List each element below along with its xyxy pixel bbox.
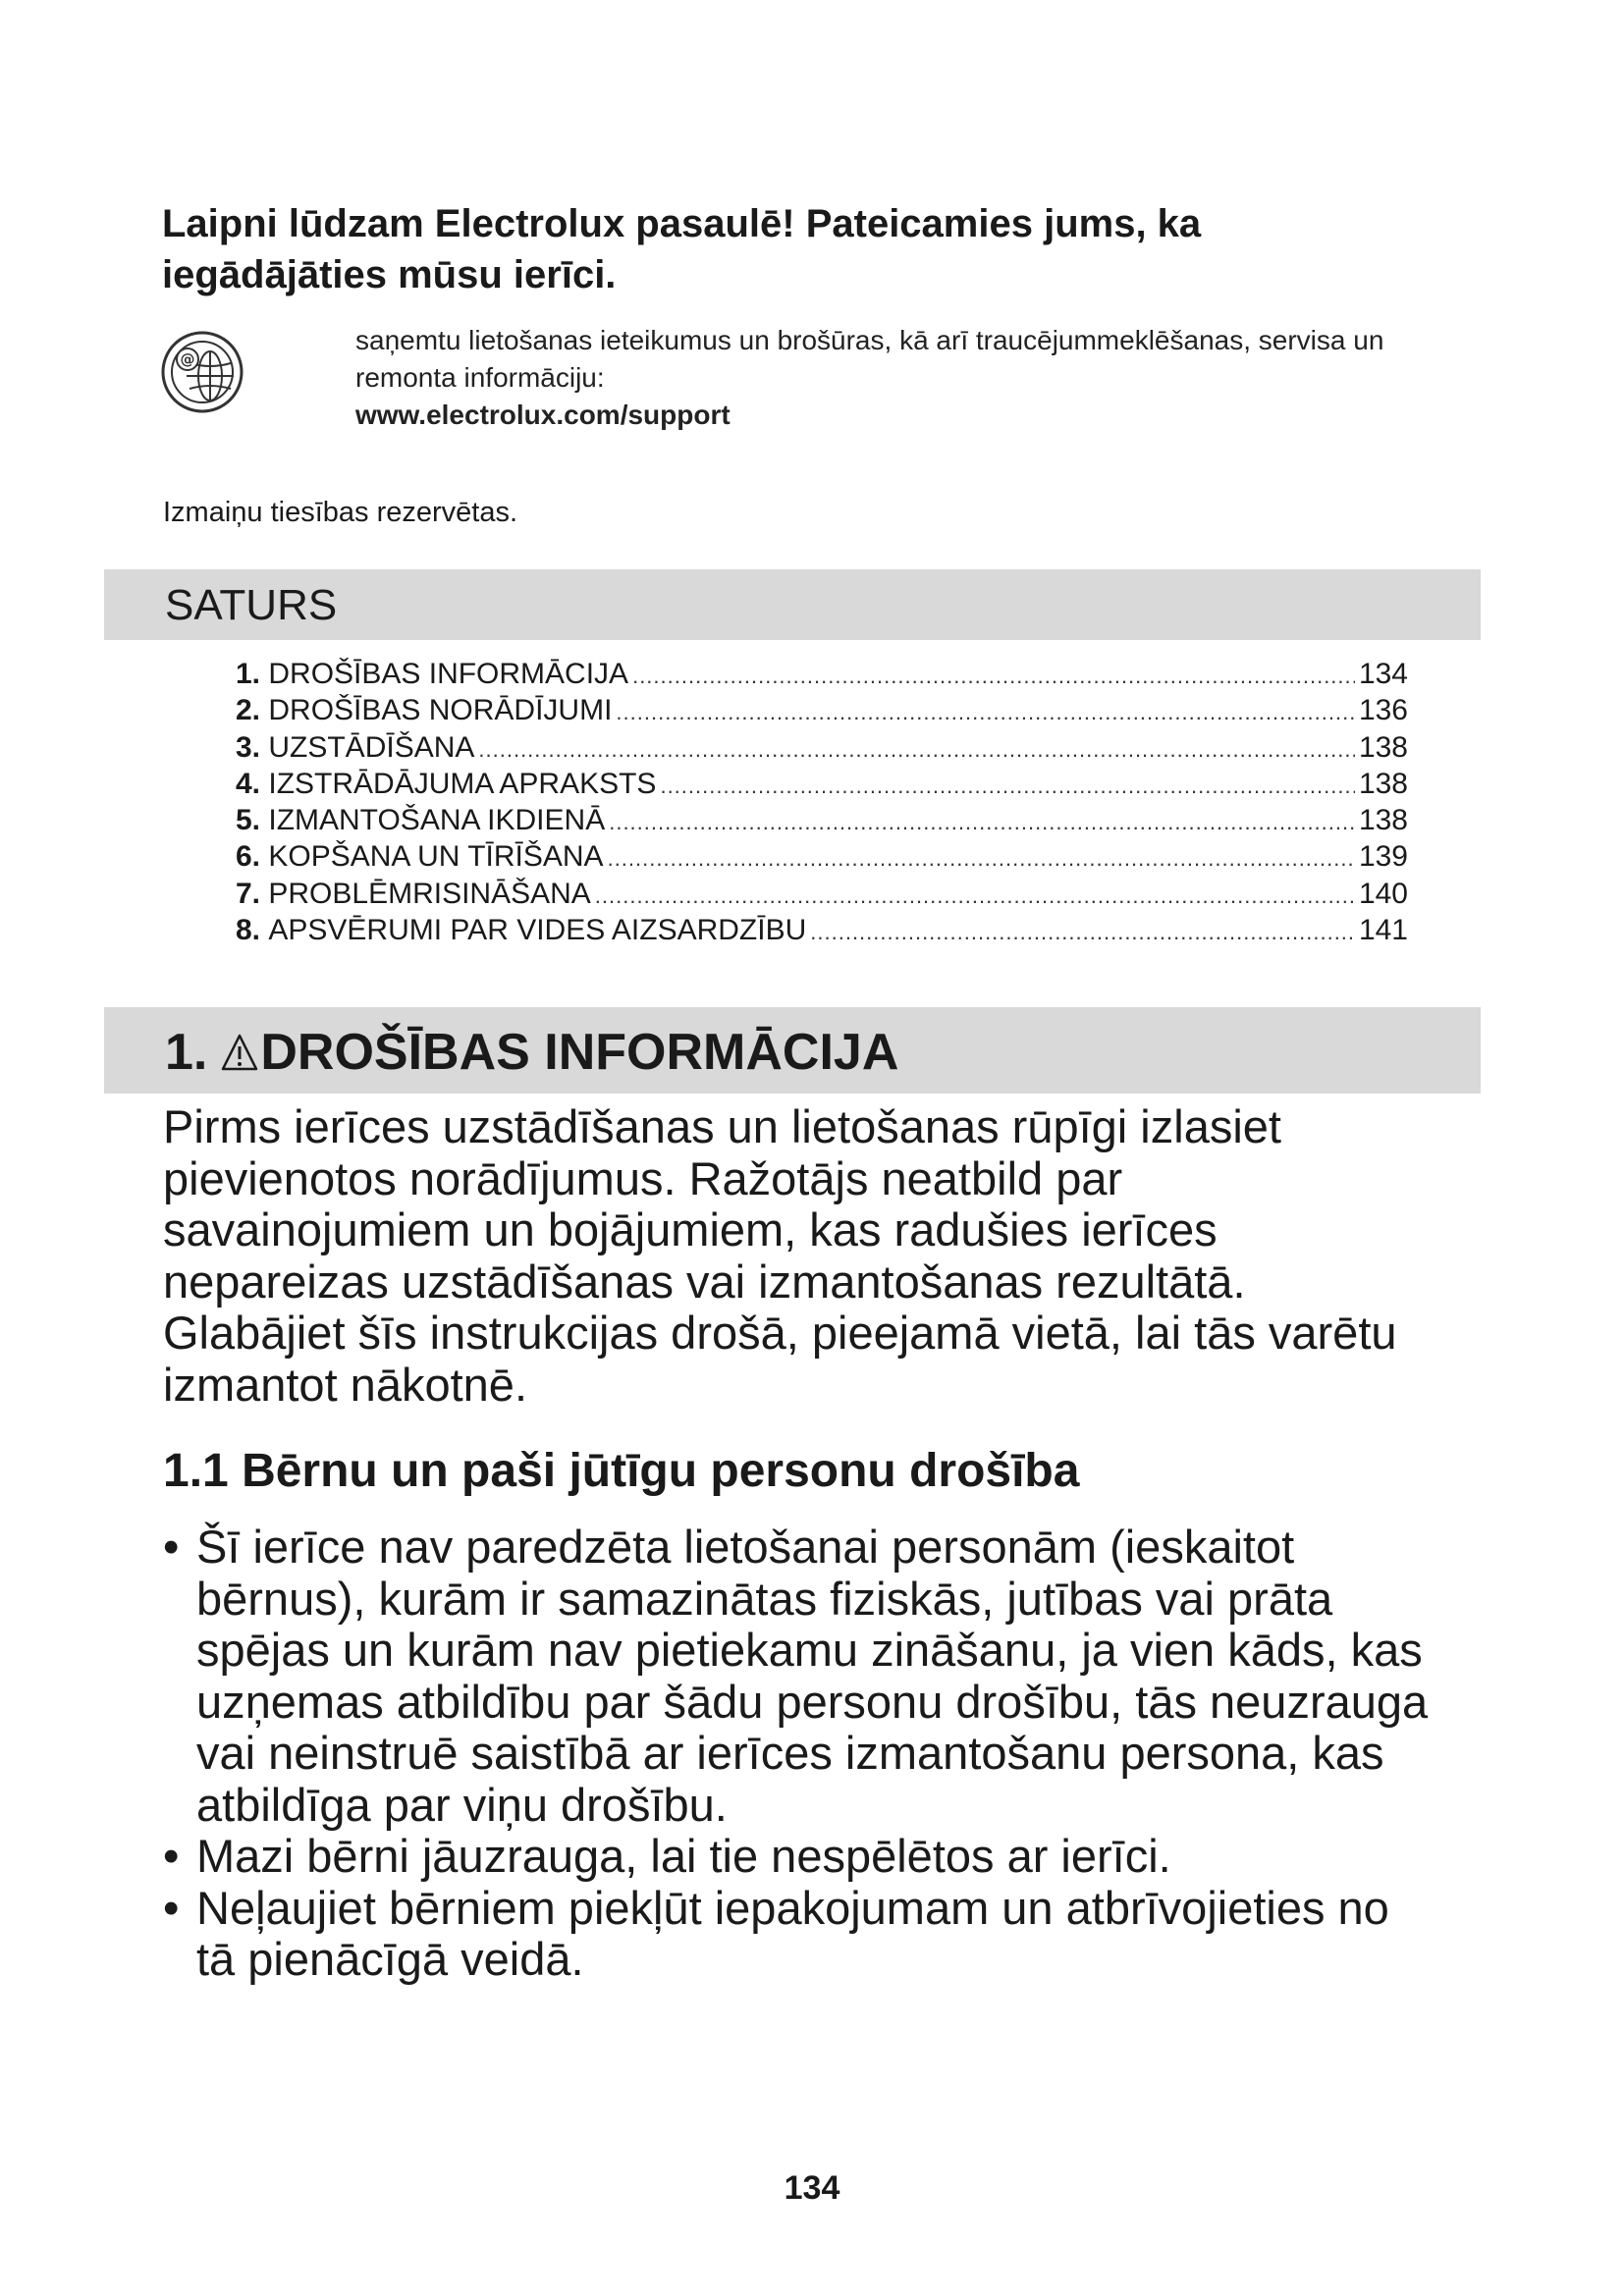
toc-item[interactable]: 1. DROŠĪBAS INFORMĀCIJA ..... 134 [236,656,1408,692]
bullet-marker: • [163,1830,180,1882]
welcome-heading [162,198,1321,300]
rights-reserved-note: Izmaiņu tiesības rezervētas. [163,497,518,528]
section-1-title: DROŠĪBAS INFORMĀCIJA [260,1024,899,1081]
bullet-marker: • [163,1881,180,1934]
toc-item-title: PROBLĒMRISINĀŠANA [268,877,591,910]
toc-item-page: 138 [1358,767,1408,800]
support-text-line-1: saņemtu lietošanas ieteikumus un brošūras, kā arī traucējummeklēšanas, servisa un [355,325,1384,355]
section-1-number: 1. [165,1024,208,1081]
toc-heading: SATURS [165,581,338,629]
toc-item-title: KOPŠANA UN TĪRĪŠANA [268,840,604,874]
toc-item-title: APSVĒRUMI PAR VIDES AIZSARDZĪBU [268,914,807,947]
toc-item-title: IZSTRĀDĀJUMA APRAKSTS [268,767,657,800]
intro-line: izmantot nākotnē. [163,1358,527,1411]
toc-item-title: UZSTĀDĪŠANA [268,730,475,764]
list-item: • Neļaujiet bērniem piekļūt iepakojumam un atbrīvojieties no tā pienācīgā veidā. [163,1881,1389,1985]
toc-item-page: 136 [1358,694,1408,727]
list-item: • Šī ierīce nav paredzēta lietošanai personām (ieskaitot bērnus), kurām ir samazinātas fiziskās, jutības vai prāta spējas un kurām nav pietiekamu zināšanu, ja vien kāds, kas uzņemas atbildību par šādu personu drošību, tās neuzrauga vai neinstruē saistībā ar ierīces izmantošanu persona, kas atbildīga par viņu drošību. [163,1521,1429,1831]
intro-line: Pirms ierīces uzstādīšanas un lietošanas rūpīgi izlasiet [163,1100,1281,1152]
toc-item[interactable]: 4. IZSTRĀDĀJUMA APRAKSTS ..... 138 [236,766,1408,802]
intro-line: nepareizas uzstādīšanas vai izmantošanas rezultātā. [163,1255,1246,1308]
list-item: • Mazi bērni jāuzrauga, lai tie nespēlētos ar ierīci. [163,1830,1171,1882]
toc-item-page: 138 [1358,804,1408,837]
safety-bullet-list [163,1522,1498,1986]
toc-item-page: 140 [1358,877,1408,910]
toc-item[interactable]: 3. UZSTĀDĪŠANA ..... 138 [236,729,1408,766]
toc-item-page: 139 [1358,840,1408,874]
web-globe-icon [157,327,247,417]
welcome-line-1: Laipni lūdzam Electrolux pasaulē! Pateicamies jums, ka [162,202,1202,245]
welcome-line-2: iegādājāties mūsu ierīci. [162,253,617,296]
intro-line: pievienotos norādījumus. Ražotājs neatbild par [163,1151,1123,1204]
table-of-contents [236,656,1408,948]
toc-leader-dots [660,768,1354,804]
page-number: 134 [784,2169,840,2207]
section-1-intro [163,1101,1489,1411]
toc-item-title: DROŠĪBAS NORĀDĪJUMI [268,694,613,727]
svg-text:@: @ [180,350,195,368]
subsection-1-1-heading: 1.1 Bērnu un paši jūtīgu personu drošība [163,1445,1080,1497]
toc-item-title: IZMANTOŠANA IKDIENĀ [268,804,606,837]
toc-item[interactable]: 6. KOPŠANA UN TĪRĪŠANA ..... 139 [236,838,1408,875]
intro-line: savainojumiem un bojājumiem, kas radušies ierīces [163,1203,1218,1255]
toc-item[interactable]: 8. APSVĒRUMI PAR VIDES AIZSARDZĪBU ..... 141 [236,912,1408,948]
toc-leader-dots [810,914,1355,950]
intro-line: Glabājiet šīs instrukcijas drošā, pieejamā vietā, lai tās varētu [163,1307,1397,1359]
toc-item-page: 138 [1358,730,1408,764]
toc-leader-dots [616,694,1355,730]
support-url-link[interactable]: www.electrolux.com/support [355,400,731,430]
toc-leader-dots [608,840,1355,877]
toc-leader-dots [609,804,1355,840]
bullet-marker: • [163,1521,180,1573]
toc-leader-dots [595,878,1355,914]
toc-item[interactable]: 7. PROBLĒMRISINĀŠANA ..... 140 [236,876,1408,912]
section-1-heading [165,1023,898,1082]
toc-leader-dots [478,731,1355,768]
toc-item-page: 134 [1358,658,1408,690]
section-1-header-band [104,1007,1481,1094]
toc-item[interactable]: 2. DROŠĪBAS NORĀDĪJUMI ..... 136 [236,692,1408,728]
toc-item-title: DROŠĪBAS INFORMĀCIJA [268,658,629,690]
toc-item-page: 141 [1358,914,1408,947]
support-info [355,322,1485,434]
toc-leader-dots [632,658,1355,694]
warning-triangle-icon [221,1033,258,1072]
support-text-line-2: remonta informāciju: [355,362,605,393]
toc-header-band [104,569,1481,640]
toc-item[interactable]: 5. IZMANTOŠANA IKDIENĀ ..... 138 [236,802,1408,838]
